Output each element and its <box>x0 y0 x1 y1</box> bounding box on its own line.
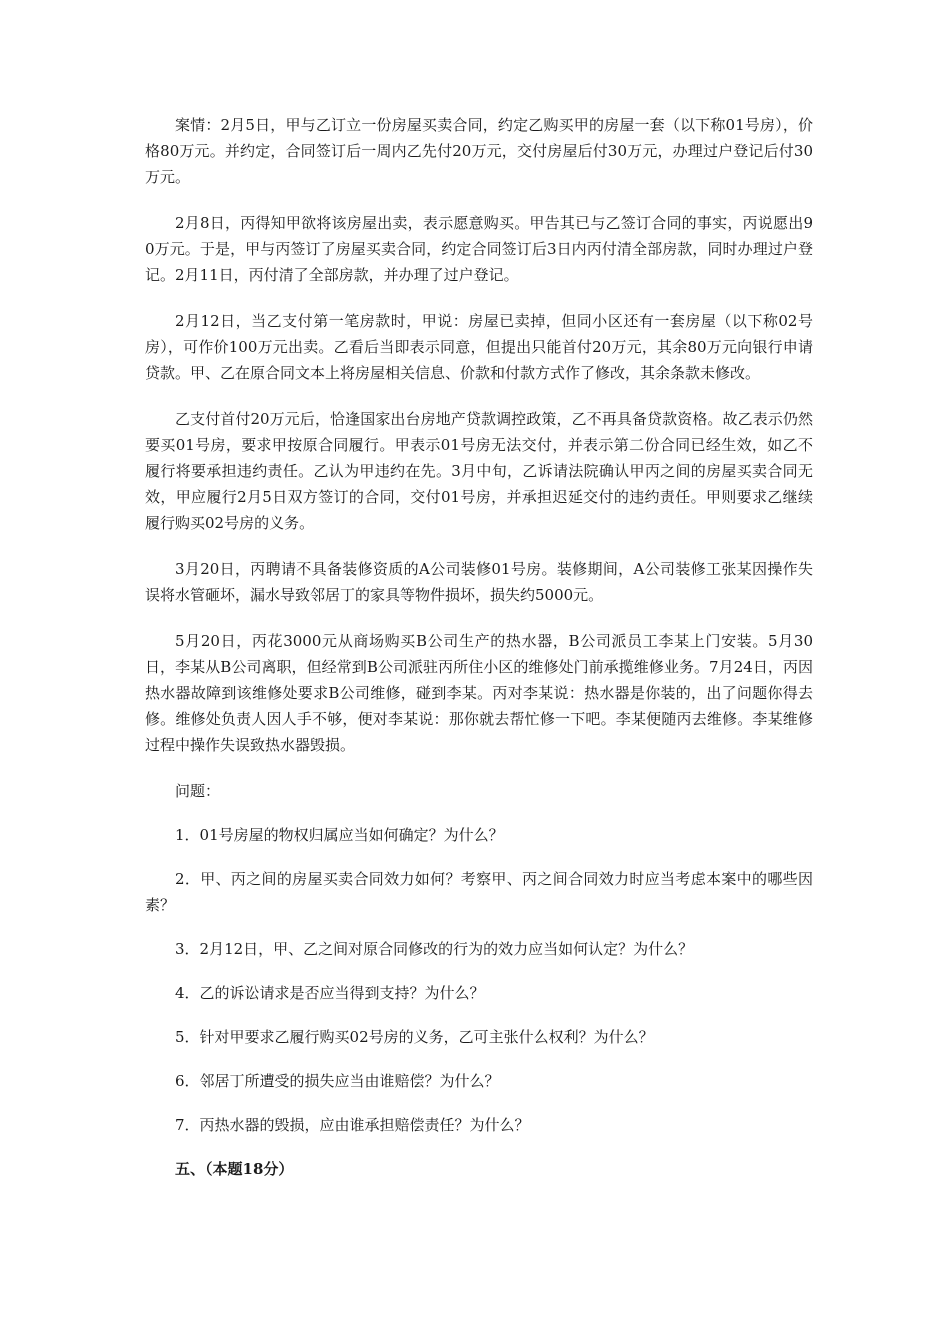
question-4: 4．乙的诉讼请求是否应当得到支持？为什么？ <box>175 984 485 1002</box>
case-paragraph-5: 3月20日，丙聘请不具备装修资质的A公司装修01号房。装修期间，A公司装修工张某因操作失误将水管砸坏，漏水导致邻居丁的家具等物件损坏，损失约5000元。 <box>145 560 813 604</box>
question-2: 2．甲、丙之间的房屋买卖合同效力如何？考察甲、丙之间合同效力时应当考虑本案中的哪些因素？ <box>145 870 813 914</box>
question-3: 3．2月12日，甲、乙之间对原合同修改的行为的效力应当如何认定？为什么？ <box>175 940 694 958</box>
case-paragraph-3: 2月12日，当乙支付第一笔房款时，甲说：房屋已卖掉，但同小区还有一套房屋（以下称02号房），可作价100万元出卖。乙看后当即表示同意，但提出只能首付20万元，其余80万元向银行申请贷款。甲、乙在原合同文本上将房屋相关信息、价款和付款方式作了修改，其余条款未修改。 <box>145 312 813 382</box>
question-1: 1．01号房屋的物权归属应当如何确定？为什么？ <box>175 826 504 844</box>
case-paragraph-4: 乙支付首付20万元后，恰逢国家出台房地产贷款调控政策，乙不再具备贷款资格。故乙表示仍然要买01号房，要求甲按原合同履行。甲表示01号房无法交付，并表示第二份合同已经生效，如乙不履行将要承担违约责任。乙认为甲违约在先。3月中旬，乙诉请法院确认甲丙之间的房屋买卖合同无效，甲应履行2月5日双方签订的合同，交付01号房，并承担迟延交付的违约责任。甲则要求乙继续履行购买02号房的义务。 <box>145 410 813 532</box>
document-page <box>145 112 813 1182</box>
questions-label: 问题： <box>175 782 221 800</box>
case-paragraph-2: 2月8日，丙得知甲欲将该房屋出卖，表示愿意购买。甲告其已与乙签订合同的事实，丙说愿出90万元。于是，甲与丙签订了房屋买卖合同，约定合同签订后3日内丙付清全部房款，同时办理过户登记。2月11日，丙付清了全部房款，并办理了过户登记。 <box>145 214 813 284</box>
question-5: 5．针对甲要求乙履行购买02号房的义务，乙可主张什么权利？为什么？ <box>175 1028 654 1046</box>
case-paragraph-1: 案情：2月5日，甲与乙订立一份房屋买卖合同，约定乙购买甲的房屋一套（以下称01号房），价格80万元。并约定，合同签订后一周内乙先付20万元，交付房屋后付30万元，办理过户登记后付30万元。 <box>145 116 813 186</box>
section-heading: 五、（本题18分） <box>175 1160 294 1178</box>
case-paragraph-6: 5月20日，丙花3000元从商场购买B公司生产的热水器，B公司派员工李某上门安装。5月30日，李某从B公司离职，但经常到B公司派驻丙所住小区的维修处门前承揽维修业务。7月24日，丙因热水器故障到该维修处要求B公司维修，碰到李某。丙对李某说：热水器是你装的，出了问题你得去修。维修处负责人因人手不够，便对李某说：那你就去帮忙修一下吧。李某便随丙去维修。李某维修过程中操作失误致热水器毁损。 <box>145 632 813 754</box>
question-6: 6．邻居丁所遭受的损失应当由谁赔偿？为什么？ <box>175 1072 500 1090</box>
question-7: 7．丙热水器的毁损，应由谁承担赔偿责任？为什么？ <box>175 1116 530 1134</box>
